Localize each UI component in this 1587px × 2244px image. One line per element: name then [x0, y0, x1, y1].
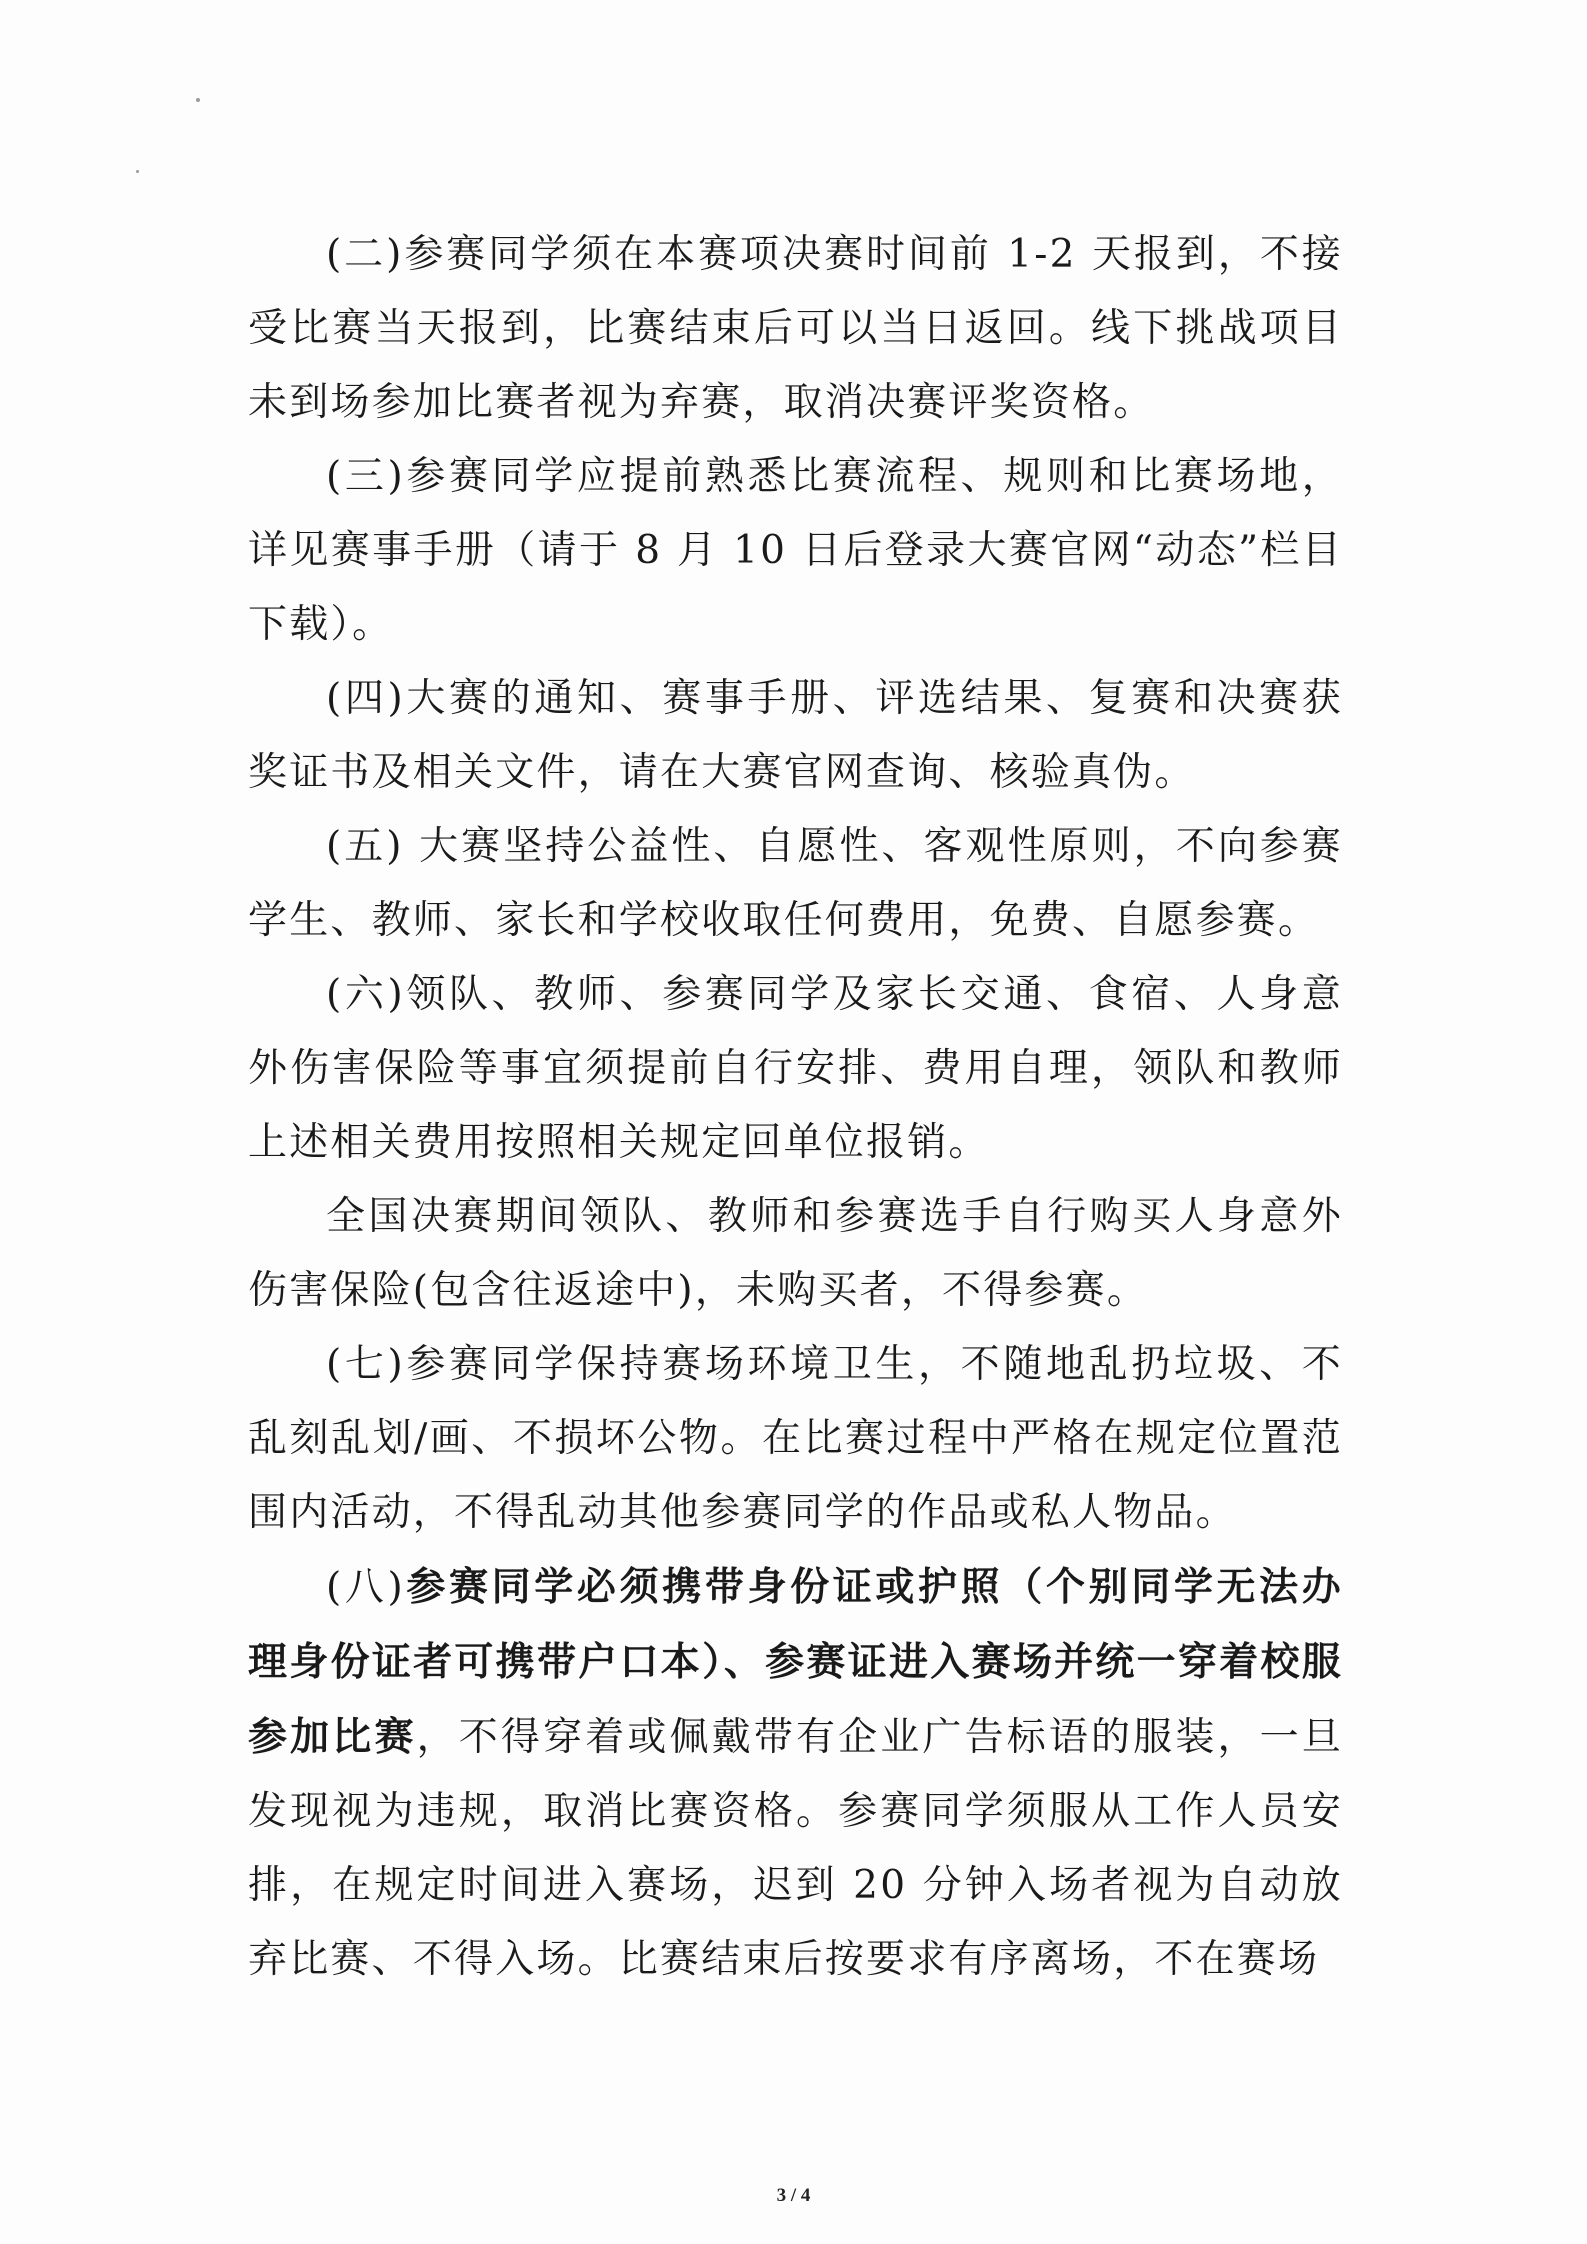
paragraph-text: 大赛的通知、赛事手册、评选结果、复赛和决赛获奖证书及相关文件，请在大赛官网查询、核验真伪。	[248, 676, 1344, 795]
paragraph-label: (八)	[326, 1565, 405, 1610]
paragraph-text: 参赛同学须在本赛项决赛时间前 1-2 天报到，不接受比赛当天报到，比赛结束后可以当日返回。线下挑战项目未到场参加比赛者视为弃赛，取消决赛评奖资格。	[248, 232, 1343, 425]
paragraph-text: 参赛同学应提前熟悉比赛流程、规则和比赛场地，详见赛事手册（请于 8 月 10 日后登录大赛官网“动态”栏目下载）。	[248, 454, 1344, 647]
document-body	[248, 218, 1343, 1997]
paragraph-8	[248, 1550, 1343, 1997]
paragraph-5	[248, 810, 1343, 958]
paragraph-bold-text: 参赛同学必须携带身份证或护照（个别同学无法办理身份证者可携带户口本）、参赛证进入赛场并统一穿着校服参加比赛	[248, 1564, 1344, 1760]
paragraph-text: 领队、教师、参赛同学及家长交通、食宿、人身意外伤害保险等事宜须提前自行安排、费用自理，领队和教师上述相关费用按照相关规定回单位报销。	[248, 972, 1344, 1165]
paragraph-label: (七)	[326, 1342, 405, 1387]
scan-speck	[136, 170, 139, 173]
paragraph-4	[248, 662, 1343, 810]
paragraph-text: ，不得穿着或佩戴带有企业广告标语的服装，一旦发现视为违规，取消比赛资格。参赛同学须服从工作人员安排，在规定时间进入赛场，迟到 20 分钟入场者视为自动放弃比赛、不得入场。比赛结束后按要求有序离场，不在赛场	[248, 1715, 1343, 1982]
paragraph-label: (四)	[326, 676, 405, 721]
paragraph-label: (二)	[326, 232, 404, 277]
paragraph-label: (三)	[326, 454, 405, 499]
paragraph-text: 大赛坚持公益性、自愿性、客观性原则，不向参赛学生、教师、家长和学校收取任何费用，免费、自愿参赛。	[248, 824, 1344, 943]
paragraph-label: (五)	[326, 824, 404, 869]
paragraph-3	[248, 440, 1343, 662]
paragraph-label: (六)	[326, 972, 405, 1017]
paragraph-text: 全国决赛期间领队、教师和参赛选手自行购买人身意外伤害保险(包含往返途中)，未购买者，不得参赛。	[248, 1194, 1343, 1313]
paragraph-text: 参赛同学保持赛场环境卫生，不随地乱扔垃圾、不乱刻乱划/画、不损坏公物。在比赛过程中严格在规定位置范围内活动，不得乱动其他参赛同学的作品或私人物品。	[248, 1342, 1344, 1535]
scan-speck	[196, 98, 200, 102]
page-number: 3 / 4	[776, 2185, 811, 2206]
paragraph-7	[248, 1328, 1343, 1550]
paragraph-2	[248, 218, 1343, 440]
paragraph-6	[248, 958, 1343, 1180]
paragraph-6-insurance	[248, 1180, 1343, 1328]
